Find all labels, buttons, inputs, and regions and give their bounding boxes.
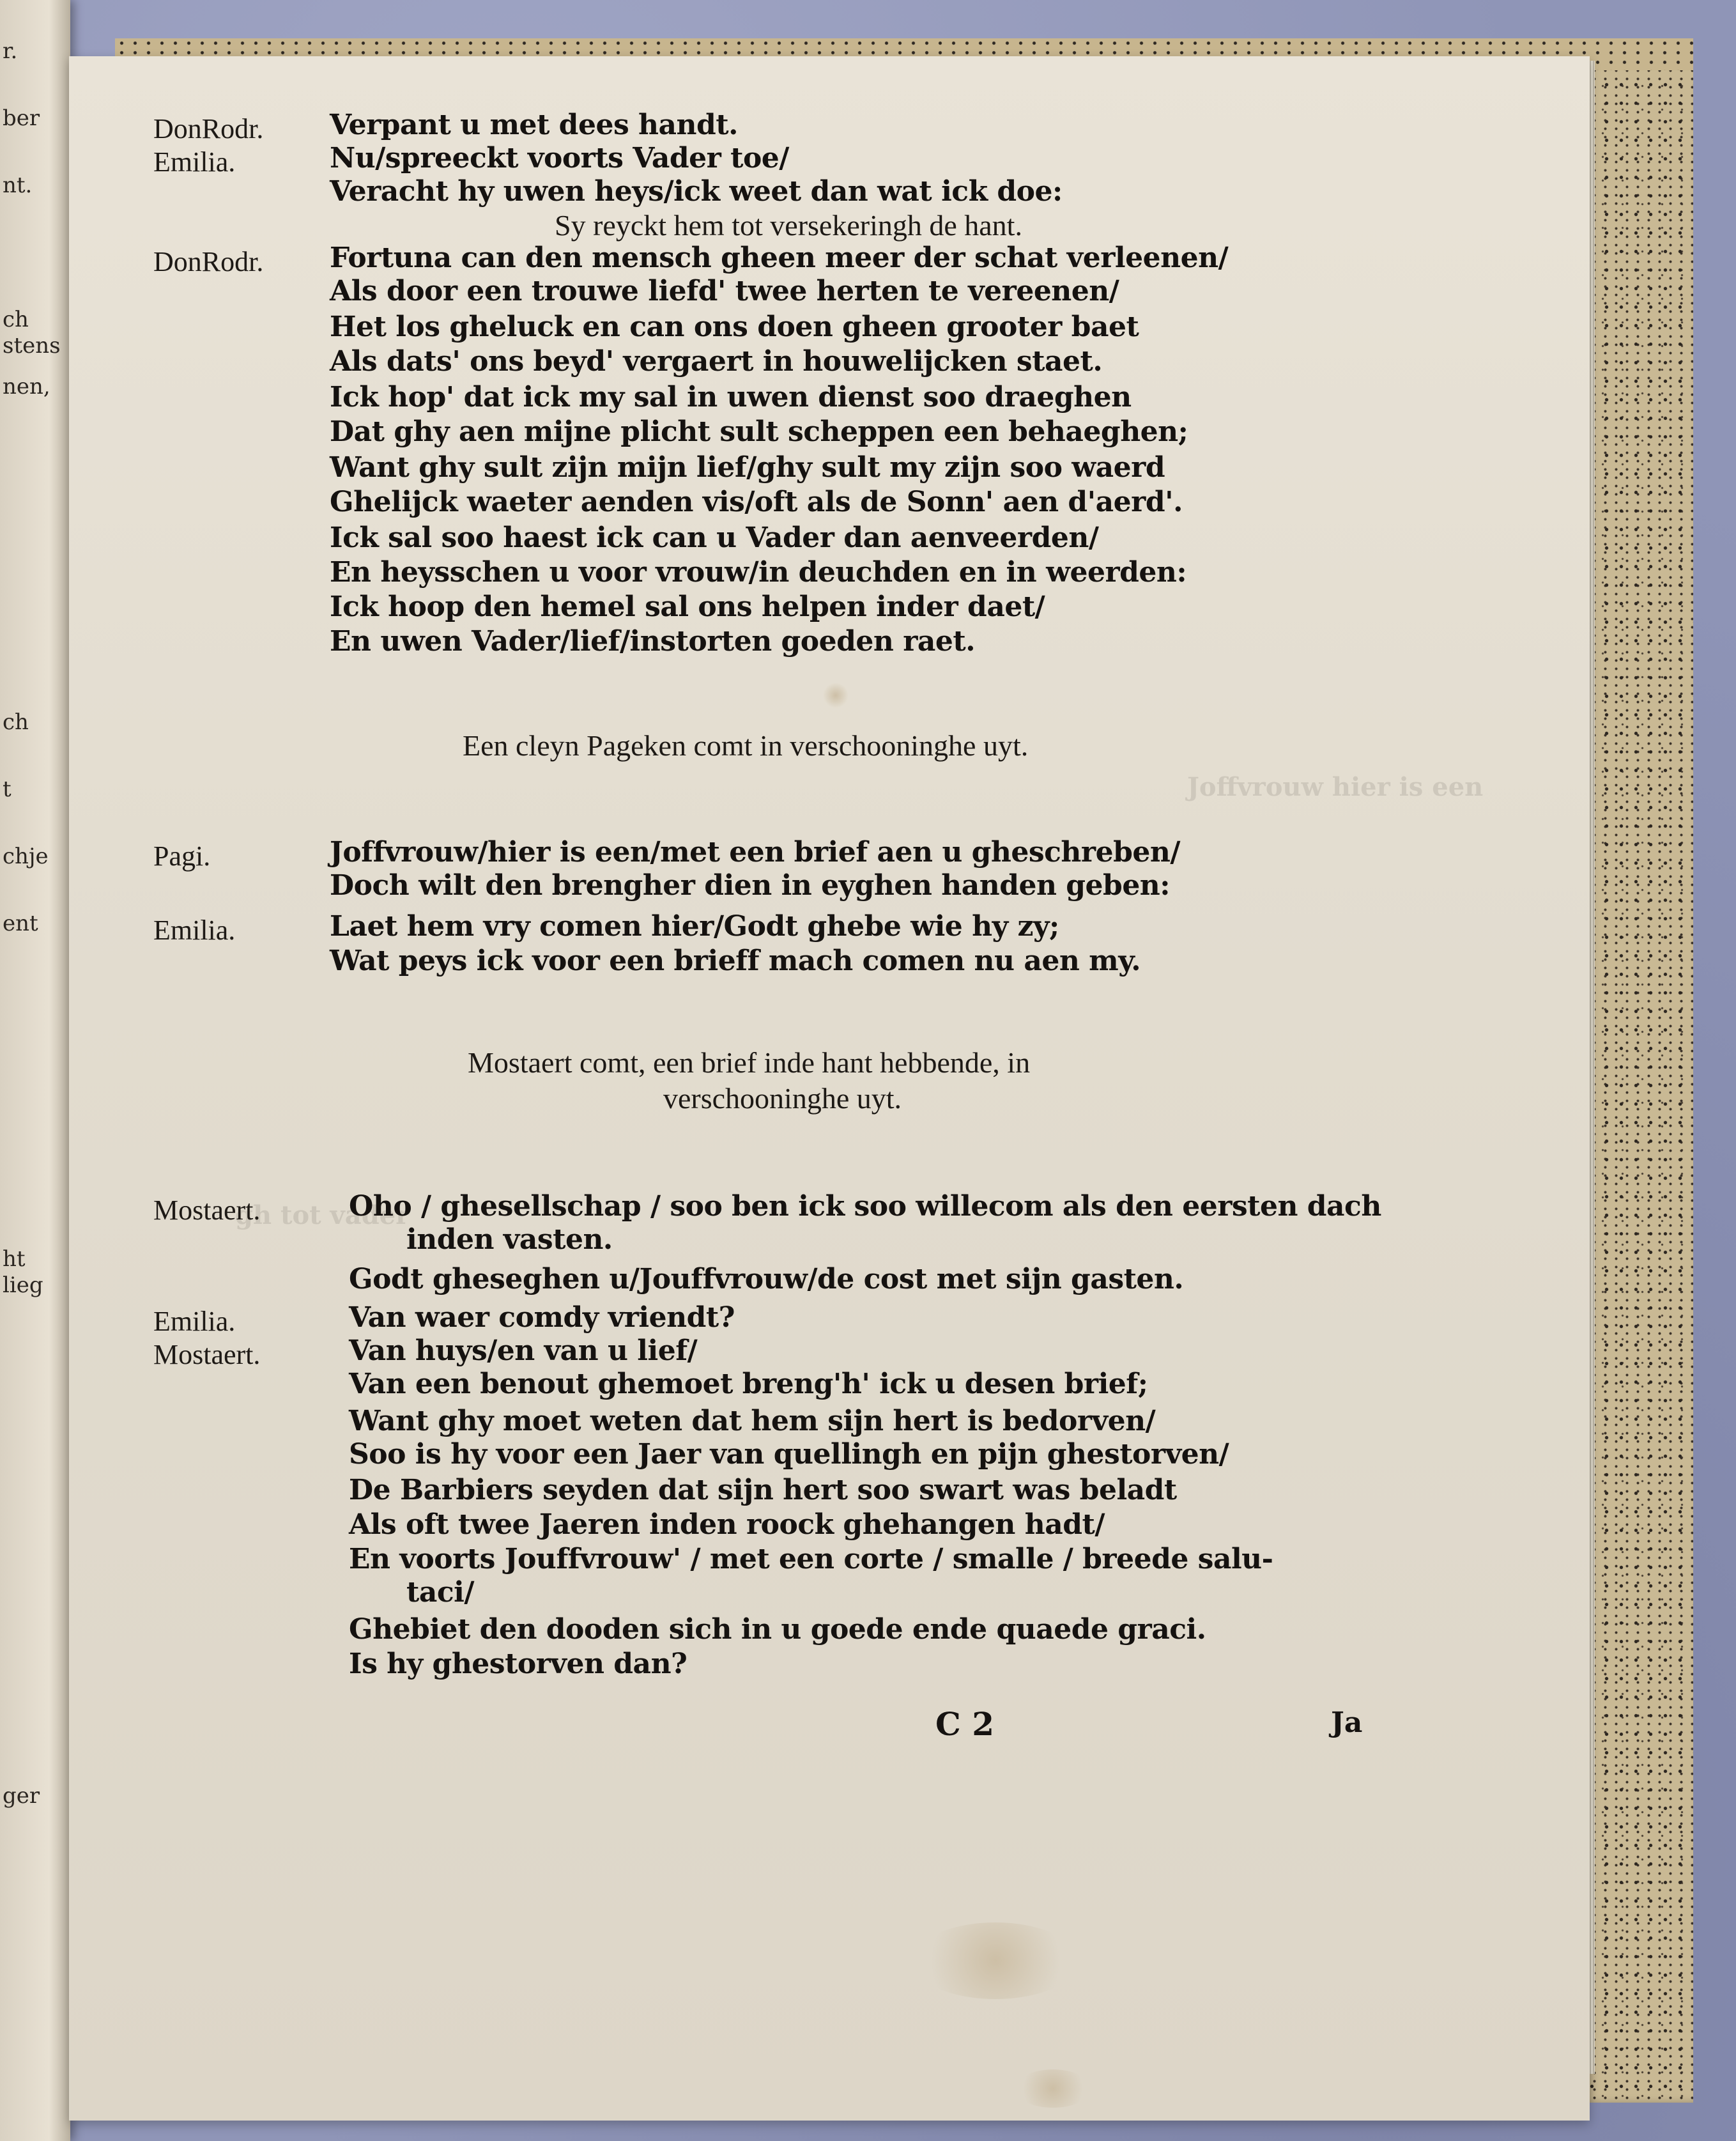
paper-stain <box>1015 2069 1091 2108</box>
verse-line: Van een benout ghemoet breng'h' ick u desen brief; <box>349 1368 1148 1400</box>
paper-stain <box>912 1922 1079 1999</box>
verse-line: Veracht hy uwen heys/ick weet dan wat ick doe: <box>330 175 1063 208</box>
verse-line: Ghebiet den dooden sich in u goede ende quaede graci. <box>349 1613 1206 1646</box>
verse-line: Ick hoop den hemel sal ons helpen inder daet/ <box>330 591 1045 623</box>
ink-stain <box>823 683 849 708</box>
left-margin-text: ht lieg <box>3 1246 43 1298</box>
speaker-name: DonRodr. <box>153 246 264 277</box>
verse-line: Als door een trouwe liefd' twee herten te vereenen/ <box>330 275 1119 307</box>
catchword: Ja <box>1331 1706 1363 1739</box>
speaker-name: Emilia. <box>153 146 236 178</box>
verse-line: inden vasten. <box>406 1223 613 1256</box>
verse-line: Godt gheseghen u/Jouffvrouw/de cost met sijn gasten. <box>349 1263 1184 1295</box>
left-margin-text: r. <box>3 38 18 64</box>
left-margin-text: chje <box>3 844 49 869</box>
verse-line: Als dats' ons beyd' vergaert in houwelijcken staet. <box>330 345 1103 378</box>
verse-line: Als oft twee Jaeren inden roock ghehangen hadt/ <box>349 1508 1105 1541</box>
verse-line: En voorts Jouffvrouw' / met een corte / smalle / breede salu- <box>349 1543 1273 1575</box>
left-margin-text: ber <box>3 105 40 131</box>
verse-line: taci/ <box>406 1576 474 1609</box>
show-through-text: gh tot vader <box>235 1200 410 1230</box>
book-cover-board <box>1585 38 1693 2103</box>
speaker-name: Mostaert. <box>153 1339 261 1370</box>
stage-direction: Een cleyn Pageken comt in verschooninghe uyt. <box>463 729 1029 762</box>
verse-line: En uwen Vader/lief/instorten goeden raet. <box>330 625 976 658</box>
stage-direction: verschooninghe uyt. <box>663 1082 902 1115</box>
speaker-name: Mostaert. <box>153 1194 261 1226</box>
left-margin-text: nen, <box>3 374 50 399</box>
stage-direction: Mostaert comt, een brief inde hant hebbende, in <box>468 1046 1031 1079</box>
verse-line: Joffvrouw/hier is een/met een brief aen u gheschreben/ <box>330 836 1180 869</box>
verse-line: Ick hop' dat ick my sal in uwen dienst soo draeghen <box>330 381 1132 414</box>
verse-line: Ick sal soo haest ick can u Vader dan aenveerden/ <box>330 522 1099 554</box>
verse-line: Doch wilt den brengher dien in eyghen handen geben: <box>330 869 1171 902</box>
verse-line: Verpant u met dees handt. <box>330 109 738 141</box>
speaker-name: Emilia. <box>153 915 236 946</box>
speaker-name: Emilia. <box>153 1306 236 1337</box>
verse-line: En heysschen u voor vrouw/in deuchden en in weerden: <box>330 556 1187 589</box>
verse-line: Ghelijck waeter aenden vis/oft als de Sonn' aen d'aerd'. <box>330 486 1183 518</box>
stage-direction: Sy reyckt hem tot versekeringh de hant. <box>555 209 1022 242</box>
verse-line: Dat ghy aen mijne plicht sult scheppen een behaeghen; <box>330 415 1188 448</box>
verse-line: Laet hem vry comen hier/Godt ghebe wie hy zy; <box>330 910 1059 943</box>
verse-line: Want ghy sult zijn mijn lief/ghy sult my zijn soo waerd <box>330 451 1165 484</box>
verse-line: Nu/spreeckt voorts Vader toe/ <box>330 142 789 174</box>
verse-line: Van waer comdy vriendt? <box>349 1301 735 1334</box>
left-margin-text: ch <box>3 709 29 735</box>
left-margin-text: t <box>3 777 12 802</box>
verse-line: Het los gheluck en can ons doen gheen grooter baet <box>330 311 1139 343</box>
verse-line: Soo is hy voor een Jaer van quellingh en pijn ghestorven/ <box>349 1438 1229 1471</box>
verse-line: De Barbiers seyden dat sijn hert soo swart was beladt <box>349 1474 1177 1506</box>
verse-line: Is hy ghestorven dan? <box>349 1648 687 1680</box>
speaker-name: DonRodr. <box>153 113 264 144</box>
left-margin-text: nt. <box>3 173 33 198</box>
left-margin-text: ent <box>3 911 38 936</box>
speaker-name: Pagi. <box>153 840 211 872</box>
left-margin-text: ch stens <box>3 307 61 359</box>
verse-line: Van huys/en van u lief/ <box>349 1334 698 1367</box>
left-page-edge <box>0 0 70 2141</box>
left-margin-text: ger <box>3 1783 40 1809</box>
book-page <box>69 56 1590 2121</box>
signature-mark: C 2 <box>935 1705 994 1743</box>
verse-line: Fortuna can den mensch gheen meer der schat verleenen/ <box>330 242 1229 274</box>
verse-line: Wat peys ick voor een brieff mach comen nu aen my. <box>330 945 1141 977</box>
verse-line: Want ghy moet weten dat hem sijn hert is bedorven/ <box>349 1405 1156 1437</box>
verse-line: Oho / ghesellschap / soo ben ick soo willecom als den eersten dach <box>349 1190 1381 1223</box>
show-through-text: Joffvrouw hier is een <box>1187 772 1484 802</box>
